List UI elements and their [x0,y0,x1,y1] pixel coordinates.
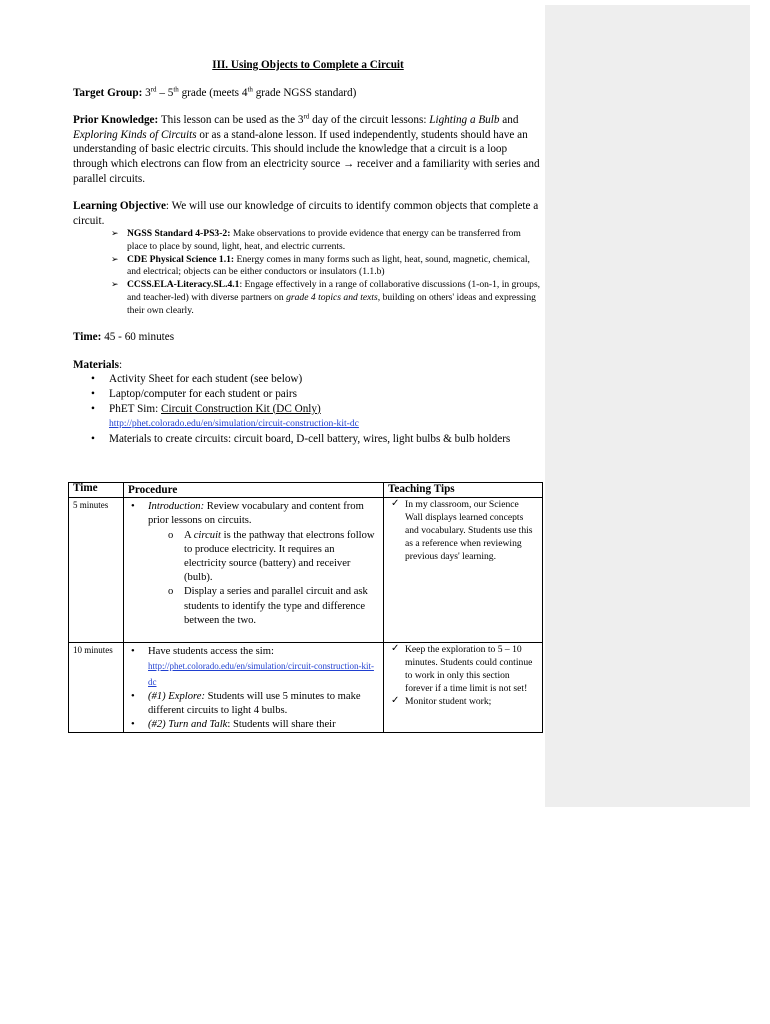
prior-knowledge-label: Prior Knowledge: [73,114,159,127]
check-icon: ✓ [391,643,400,655]
circle-bullet-icon: o [168,529,174,541]
standards-list [73,228,543,317]
turn-and-talk-label: (#2) Turn and Talk [148,719,228,731]
header-time: Time [69,483,124,498]
row-time: 5 minutes [69,498,124,643]
bullet-icon: • [131,719,135,731]
material-text: Laptop/computer for each student or pairs [109,388,297,401]
arrowhead-bullet-icon: ➢ [111,280,119,291]
arrowhead-bullet-icon: ➢ [111,254,119,265]
tip-text: Keep the exploration to 5 – 10 minutes. Students could continue to work in only this section forever if a time limit is not set! [405,644,533,694]
bullet-icon: • [91,432,95,445]
standard-item [111,254,543,279]
sim-link[interactable]: http://phet.colorado.edu/en/simulation/circuit-construction-kit-dc [109,418,359,430]
list-item [168,529,379,586]
target-group [73,86,543,101]
sim-link[interactable]: http://phet.colorado.edu/en/simulation/circuit-construction-kit-dc [148,661,374,687]
lesson-exploring-circuits: Exploring Kinds of Circuits [73,128,197,141]
grade-text-end: grade NGSS standard) [252,86,357,99]
time-value: 45 - 60 minutes [101,331,175,344]
sub-list [148,529,379,628]
learning-objective [73,199,543,228]
row-procedure [124,498,384,643]
list-item [391,694,538,709]
prior-text-2: day of the circuit lessons: [309,114,430,127]
standard-code: CCSS.ELA-Literacy.SL.4.1 [127,279,240,291]
materials-label: Materials [73,358,119,371]
standard-code: NGSS Standard 4-PS3-2: [127,228,231,240]
material-text: Materials to create circuits: circuit board, D-cell battery, wires, light bulbs & bulb holders [109,432,511,445]
page-title: III. Using Objects to Complete a Circuit [212,59,404,71]
standard-text: Energy comes in many forms such as light, heat, sound, magnetic, chemical, and electrical; objects can be either conductors or insulators (1.1.b) [127,253,530,278]
materials-colon: : [118,358,123,371]
explore-label: (#1) Explore: [148,690,205,702]
standard-italic: grade 4 topics and texts [286,291,378,303]
check-icon: ✓ [391,694,400,706]
procedure-list [128,645,379,732]
tip-text: Monitor student work; [405,695,492,707]
header-procedure: Procedure [124,483,384,498]
prior-sup: rd [303,112,310,121]
learning-objective-text: : We will use our knowledge of circuits to identify common objects that complete a circuit. [73,200,539,227]
bullet-icon: • [91,373,95,386]
arrowhead-bullet-icon: ➢ [111,229,119,240]
list-item [391,498,538,564]
learning-objective-label: Learning Objective [73,200,166,213]
prior-text-4: or as a stand-alone lesson. If used independently, students should have an understanding of basic electric circuits. This should include the knowledge that a circuit is a loop through which electrons can flow from an electricity source [73,128,528,170]
bullet-icon: • [131,690,135,702]
row-tips [384,643,543,733]
grade-text: grade (meets 4 [178,86,248,99]
grade-start: 3 [145,86,151,99]
sim-name: Circuit Construction Kit (DC Only) [161,402,321,415]
proc-text: Have students access the sim: [148,646,274,658]
grade-end-sup: th [173,84,179,93]
list-item [391,643,538,696]
arrow-icon: → [340,157,357,170]
check-icon: ✓ [391,498,400,510]
row-time: 10 minutes [69,643,124,733]
bullet-icon: • [91,402,95,415]
list-item [168,585,379,628]
sub-italic: circuit [193,529,221,541]
bullet-icon: • [91,388,95,401]
list-item [90,402,543,432]
proc-text: : Students will share their [227,719,336,731]
standard-text: : Engage effectively in a range of collaborative discussions (1-on-1, in groups, and teacher-led) with diverse partners on [127,279,541,303]
circle-bullet-icon: o [168,586,174,598]
table-row [69,643,543,733]
standard-text: Make observations to provide evidence that energy can be transferred from place to place by sound, light, heat, and electric currents. [127,228,521,253]
list-item [131,718,379,732]
materials-list [73,372,543,446]
header-teaching-tips: Teaching Tips [384,483,543,498]
lesson-table [68,482,543,733]
ngss-grade-sup: th [247,84,253,93]
time-label: Time: [73,331,102,344]
lesson-lighting-a-bulb: Lighting a Bulb [429,114,500,127]
document-page [73,58,543,446]
prior-text-1: This lesson can be used as the 3 [158,114,304,127]
prior-text-5: receiver and a familiarity with series and parallel circuits. [73,157,540,185]
bullet-icon: • [131,501,135,513]
material-text: Activity Sheet for each student (see below) [109,373,303,386]
row-tips [384,498,543,643]
time-line [73,330,543,345]
list-item [131,690,379,718]
list-item [131,645,379,690]
sim-prefix: PhET Sim: [109,402,162,415]
sub-text-end: is the pathway that electrons follow to produce electricity. It requires an electricity source (battery) and receiver (bulb). [184,529,375,584]
sub-text: A [184,529,194,541]
tip-text: In my classroom, our Science Wall displays learned concepts and vocabulary. Students use this as a reference when reviewing previous days' learning. [405,499,533,562]
prior-text-3: and [499,114,519,127]
grade-start-sup: rd [150,84,157,93]
bullet-icon: • [131,646,135,658]
proc-text: Students will use 5 minutes to make different circuits to light 4 bulbs. [148,690,361,717]
list-item [90,372,543,387]
target-group-label: Target Group: [73,86,143,99]
tips-list [388,499,538,564]
standard-item [111,228,543,253]
prior-knowledge [73,113,543,186]
standard-item [111,279,543,317]
list-item [90,387,543,402]
materials-heading [73,358,543,373]
intro-label: Introduction: [148,501,205,513]
comment-pane [545,5,750,807]
grade-end: – 5 [156,86,174,99]
tips-list [388,644,538,709]
intro-text: Review vocabulary and content from prior lessons on circuits. [148,501,364,527]
table-row [69,498,543,643]
standard-code: CDE Physical Science 1.1: [127,253,235,265]
standard-text-end: , building on others' ideas and expressing their own clearly. [127,291,536,316]
list-item [90,432,543,447]
table-header-row [69,483,543,498]
row-procedure [124,643,384,733]
sub-text: Display a series and parallel circuit and ask students to identify the type and difference between the two. [184,586,368,626]
list-item [131,500,379,628]
procedure-list [128,500,379,628]
